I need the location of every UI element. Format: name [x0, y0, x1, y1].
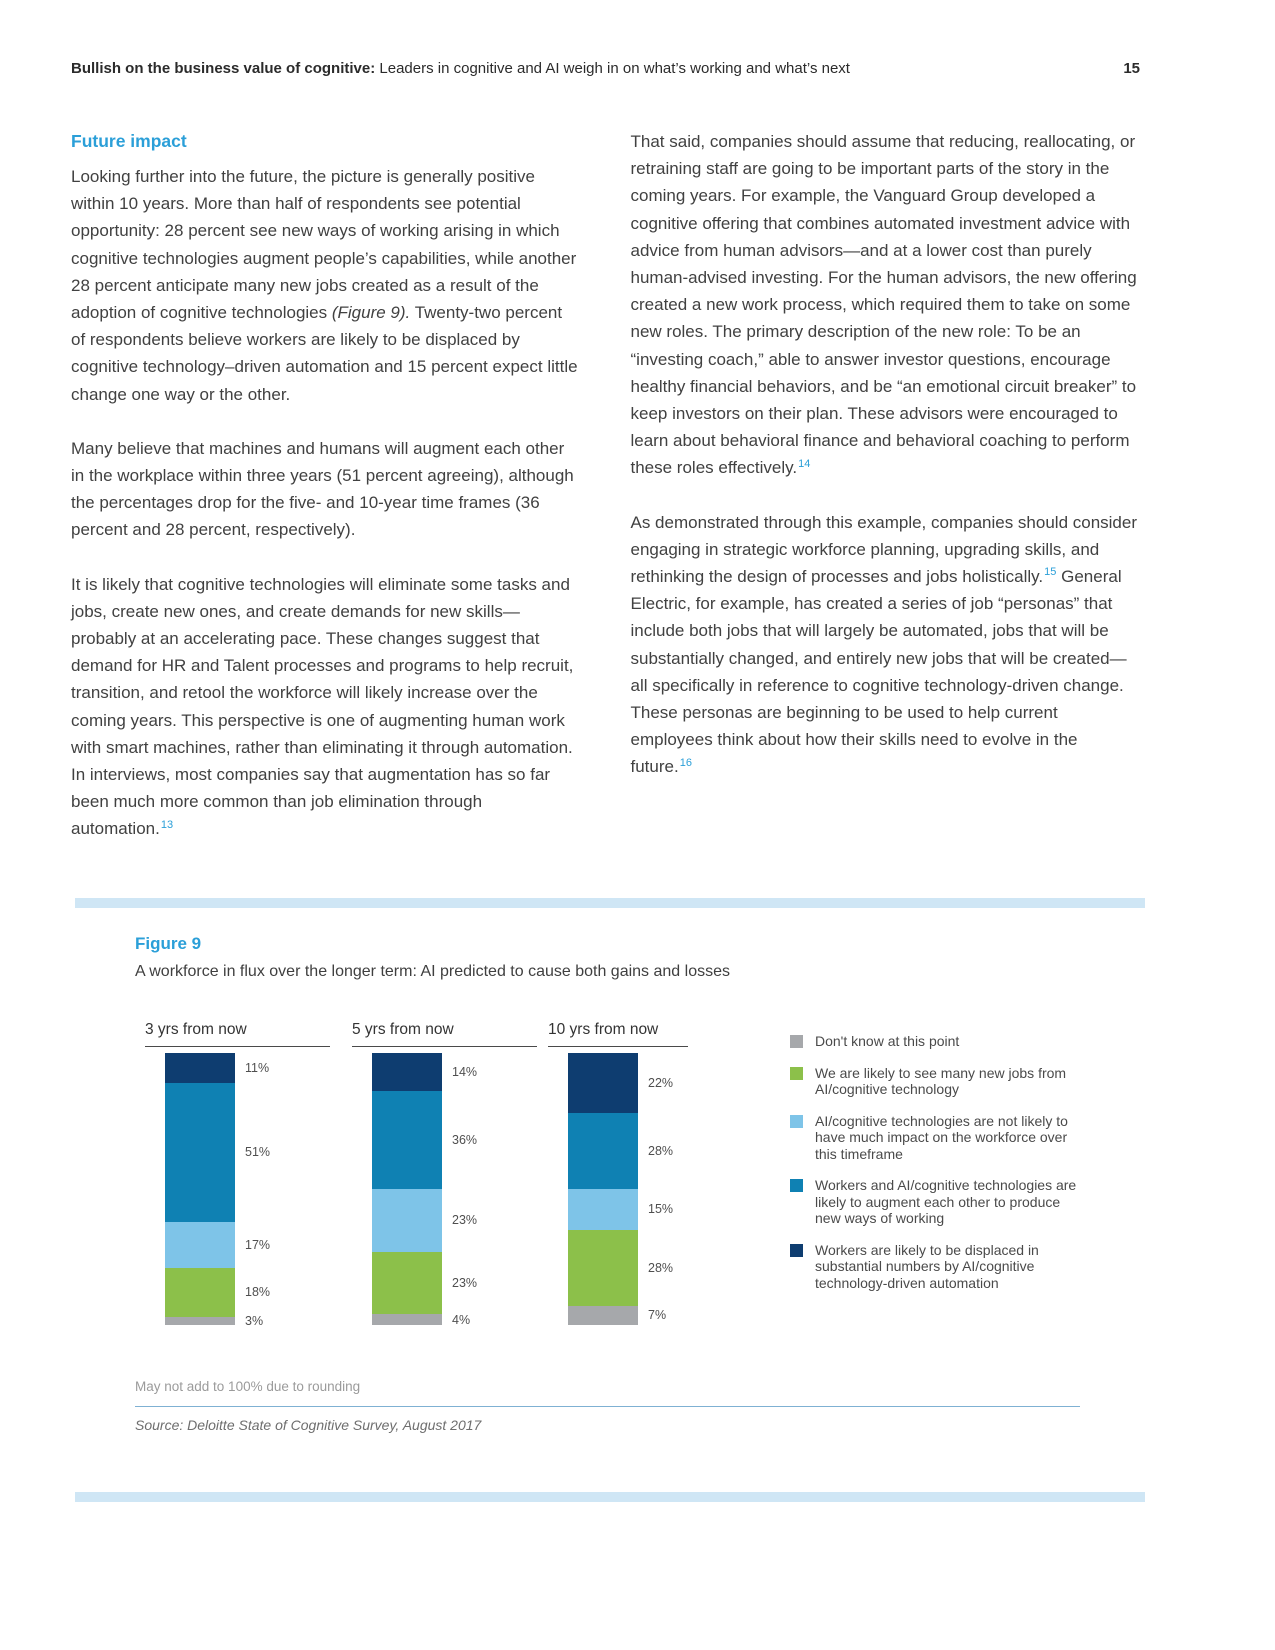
running-header-title: Bullish on the business value of cognitive:: [71, 60, 376, 77]
chart-category-label: 3 yrs from now: [145, 1021, 330, 1047]
text-run: General Electric, for example, has created a series of job “personas” that include both jobs that will largely be automated, jobs that will be substantially changed, and entirely new jobs that will be created—all specifically in reference to cognitive technology-driven change. These personas are beginning to be used to help current employees think about how their skills need to evolve in the future.: [630, 567, 1127, 777]
legend-swatch: [790, 1035, 803, 1048]
figure-divider: [135, 1406, 1080, 1407]
text-run: Looking further into the future, the picture is generally positive within 10 years. More than half of respondents see potential opportunity: 28 percent see new ways of working arising in which cognitive technologies augment people’s capabilities, while another 28 percent anticipate many new jobs created as a result of the adoption of cognitive technologies: [71, 167, 577, 323]
bar-value-label: 22%: [648, 1075, 674, 1090]
text-run: It is likely that cognitive technologies will eliminate some tasks and jobs, create new ones, and create demands for new skills—probably at an accelerating pace. These changes suggest that demand for HR and Talent processes and programs to help recruit, transition, and retool the workforce will likely increase over the coming years. This perspective is one of augmenting human work with smart machines, rather than eliminating it through automation. In interviews, most companies say that augmentation has so far been much more common than job elimination through automation.: [71, 574, 574, 839]
running-header: [71, 60, 850, 77]
bar-value-label: 36%: [452, 1133, 478, 1148]
bar-segment: [165, 1222, 271, 1268]
stacked-bar-chart: [145, 1021, 728, 1328]
bar-segment: [372, 1312, 471, 1327]
text-run: As demonstrated through this example, companies should consider engaging in strategic workforce planning, upgrading skills, and rethinking the design of processes and jobs holistically.: [630, 512, 1138, 587]
bar-value-label: 23%: [452, 1275, 478, 1290]
italic-text: (Figure 9).: [331, 303, 411, 323]
figure-label: Figure 9: [135, 934, 202, 953]
bar-value-label: 14%: [452, 1065, 478, 1080]
figure-title: A workforce in flux over the longer term: AI predicted to cause both gains and losses: [135, 963, 730, 980]
bar-segment: [568, 1189, 674, 1230]
text-run: Twenty-two percent of respondents believe workers are likely to be displaced by cognitive technology–driven automation and 15 percent expect little change one way or the other.: [71, 303, 578, 404]
footnote-reference: 15: [1044, 566, 1057, 579]
text-run: Many believe that machines and humans will augment each other in the workplace within three years (51 percent agreeing), although the percentages drop for the five- and 10-year time frames (36 percent and 28 percent, respectively).: [71, 438, 574, 540]
figure-source: Source: Deloitte State of Cognitive Survey, August 2017: [135, 1416, 482, 1433]
legend-label: AI/cognitive technologies are not likely to have much impact on the workforce over this timeframe: [815, 1112, 1068, 1162]
bar-segment: [165, 1313, 264, 1328]
bar-segment: [372, 1189, 478, 1252]
bar-value-label: 7%: [648, 1308, 667, 1323]
figure-top-band: [75, 898, 1145, 908]
legend-swatch: [790, 1115, 803, 1128]
bar-value-label: 28%: [648, 1143, 674, 1158]
chart-group: [548, 1021, 728, 1325]
chart-category-label: 10 yrs from now: [548, 1021, 688, 1047]
legend-swatch: [790, 1244, 803, 1257]
figure-bottom-band: [75, 1492, 1145, 1502]
bar-value-label: 28%: [648, 1260, 674, 1275]
bar-stack: [165, 1053, 271, 1328]
bar-value-label: 18%: [245, 1285, 271, 1300]
figure-9-section: [75, 908, 1145, 1433]
bar-segment: [568, 1113, 674, 1189]
bar-stack: [372, 1053, 478, 1327]
left-column: [71, 128, 581, 870]
legend-label: We are likely to see many new jobs from AI/cognitive technology: [815, 1064, 1067, 1097]
figure-note: May not add to 100% due to rounding: [135, 1378, 361, 1394]
paragraph: [71, 163, 581, 408]
chart-group: [352, 1021, 548, 1325]
page-number: 15: [1123, 60, 1140, 77]
footnote-reference: 16: [679, 756, 692, 769]
right-column: [631, 128, 1141, 870]
legend-swatch: [790, 1067, 803, 1080]
footnote-reference: 13: [160, 818, 174, 831]
bar-segment: [165, 1083, 271, 1222]
bar-segment: [568, 1306, 667, 1325]
bar-stack: [568, 1053, 674, 1325]
chart-legend: [790, 1033, 1085, 1306]
paragraph: [631, 509, 1141, 781]
paragraph: [631, 128, 1141, 482]
figure-chart-area: [135, 1021, 1085, 1328]
running-header-subtitle: Leaders in cognitive and AI weigh in on what’s working and what’s next: [375, 60, 850, 77]
bar-value-label: 15%: [648, 1202, 674, 1217]
footnote-reference: 14: [798, 457, 811, 470]
bar-value-label: 23%: [452, 1213, 478, 1228]
bar-value-label: 51%: [245, 1145, 271, 1160]
legend-item: [790, 1177, 1085, 1227]
legend-item: [790, 1242, 1085, 1292]
bar-value-label: 17%: [245, 1237, 271, 1252]
legend-label: Workers and AI/cognitive technologies are likely to augment each other to produce new ways of working: [815, 1177, 1077, 1226]
legend-label: Workers are likely to be displaced in substantial numbers by AI/cognitive technology-driven automation: [815, 1241, 1039, 1291]
bar-value-label: 4%: [452, 1312, 471, 1327]
legend-item: [790, 1113, 1085, 1163]
bar-value-label: 11%: [245, 1060, 270, 1075]
bar-segment: [372, 1091, 478, 1189]
bar-segment: [165, 1053, 270, 1083]
bar-segment: [568, 1053, 674, 1113]
bar-value-label: 3%: [245, 1313, 264, 1328]
paragraph: [71, 435, 581, 544]
bar-segment: [165, 1268, 271, 1317]
bar-segment: [568, 1230, 674, 1306]
text-run: That said, companies should assume that reducing, reallocating, or retraining staff are going to be important parts of the story in the coming years. For example, the Vanguard Group developed a cognitive offering that combines automated investment advice with advice from human advisors—and at a lower cost than purely human-advised investing. For the human advisors, the new offering created a new work process, which required them to take on some new roles. The primary description of the new role: To be an “investing coach,” able to answer investor questions, encourage healthy financial behaviors, and be “an emotional circuit breaker” to keep investors on their plan. These advisors were encouraged to learn about behavioral finance and behavioral coaching to perform these roles effectively.: [630, 132, 1137, 478]
section-heading: Future impact: [71, 131, 187, 151]
bar-segment: [372, 1053, 478, 1091]
chart-category-label: 5 yrs from now: [352, 1021, 537, 1047]
chart-group: [145, 1021, 352, 1328]
bar-segment: [372, 1252, 478, 1315]
page-header: [71, 60, 1140, 77]
legend-item: [790, 1033, 1085, 1050]
legend-swatch: [790, 1179, 803, 1192]
legend-label: Don't know at this point: [815, 1033, 960, 1049]
article-body: [71, 128, 1140, 870]
paragraph: [71, 571, 581, 843]
legend-item: [790, 1065, 1085, 1098]
